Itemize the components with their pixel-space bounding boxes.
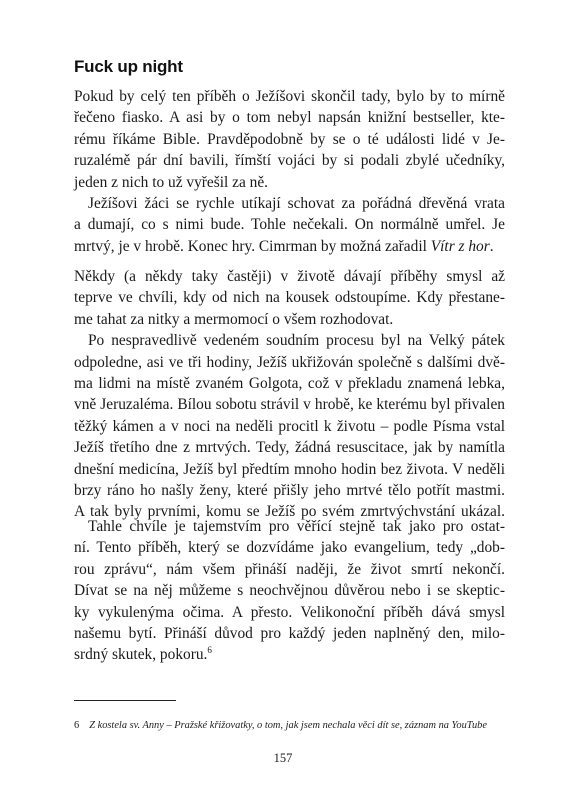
text-line-last [74,644,505,665]
text-line: ky vykulenýma očima. A přesto. Velikonoční příběh dává smysl [74,603,505,621]
text-line: jeden z nich to už vyřešil za ně. [74,173,269,191]
text-line: me tahat za nitky a mermomocí o všem rozhodovat. [74,310,394,328]
paragraph-block-3 [74,516,505,666]
text-line: řečeno fiasko. A asi by o tom nebyl napsán knižní bestseller, kte- [74,109,505,127]
italic-title: Vítr z hor [430,237,490,255]
text-line: Ježíš třetího dne z mrtvých. Tedy, žádná resuscitace, jak by namítla [74,439,505,457]
text-line: Dívat se na něj můžeme s neochvějnou důvěrou nebo i se skeptic- [74,582,505,600]
text-line: ruzalémě pár dní bavili, římští vojáci by si podali zbylé učedníky, [74,152,505,170]
text-fragment: mrtvý, je v hrobě. Konec hry. Cimrman by možná zařadil [74,237,431,255]
footnote-number: 6 [74,720,80,731]
text-line: odpoledne, asi ve tři hodiny, Ježíš ukřižován společně s dalšími dvě- [74,353,505,371]
text-fragment: . [489,237,494,255]
section-heading: Fuck up night [74,57,183,76]
paragraph-block-1 [74,86,505,257]
text-line: Po nespravedlivě vedeném soudním procesu byl na Velký pátek [88,332,505,350]
text-line: Ježíšovi žáci se rychle utíkají schovat za pořádná dřevěná vrata [88,194,505,212]
text-line: a dumají, co s nimi bude. Tohle nečekali. On normálně umřel. Je [74,216,505,234]
text-fragment: srdný skutek, pokoru. [74,646,208,664]
text-line: A tak byly prvními, komu se Ježíš po svém zmrtvýchvstání ukázal. [74,503,505,521]
text-line: rou zprávu“, nám všem přináší naději, že život smrtí nekončí. [74,560,505,578]
footnote-text: Z kostela sv. Anny – Pražské křižovatky, o tom, jak jsem nechala věci dít se, záznam na YouTube [89,720,487,731]
text-line: ma lidmi na místě zvaném Golgota, což v překladu znamená lebka, [74,374,505,392]
text-line: těžký kámen a v noci na neděli procitl k životu – podle Písma vstal [74,417,505,435]
text-line: našemu bytí. Přináší důvod pro každý jeden naplněný den, milo- [74,624,505,642]
text-line: teprve ve chvíli, kdy od nich na kousek odstoupíme. Kdy přestane- [74,289,505,307]
text-line: rému říkáme Bible. Pravděpodobně by se o té události lidé v Je- [74,130,505,148]
text-line: Tahle chvíle je tajemstvím pro věřící stejně tak jako pro ostat- [88,518,505,535]
page-number: 157 [273,751,293,765]
text-line: Někdy (a někdy taky častěji) v životě dávají příběhy smysl až [74,268,505,285]
text-line: Pokud by celý ten příběh o Ježíšovi skončil tady, bylo by to mírně [74,88,505,105]
text-line: vně Jeruzaléma. Bílou sobotu strávil v hrobě, ke kterému byl přivalen [74,396,505,414]
text-line: brzy ráno ho našly ženy, které přišly jeho mrtvé tělo potřít mastmi. [74,481,505,499]
footnote-reference: 6 [207,645,212,656]
text-line: dnešní medicína, Ježíš byl předtím mnoho hodin bez života. V neděli [74,460,505,478]
text-line: ní. Tento příběh, který se dozvídáme jako evangelium, tedy „dob- [74,539,505,557]
text-line-last [74,236,505,257]
footnote [74,720,514,731]
paragraph-block-2 [74,266,505,523]
footnote-divider [74,700,176,701]
